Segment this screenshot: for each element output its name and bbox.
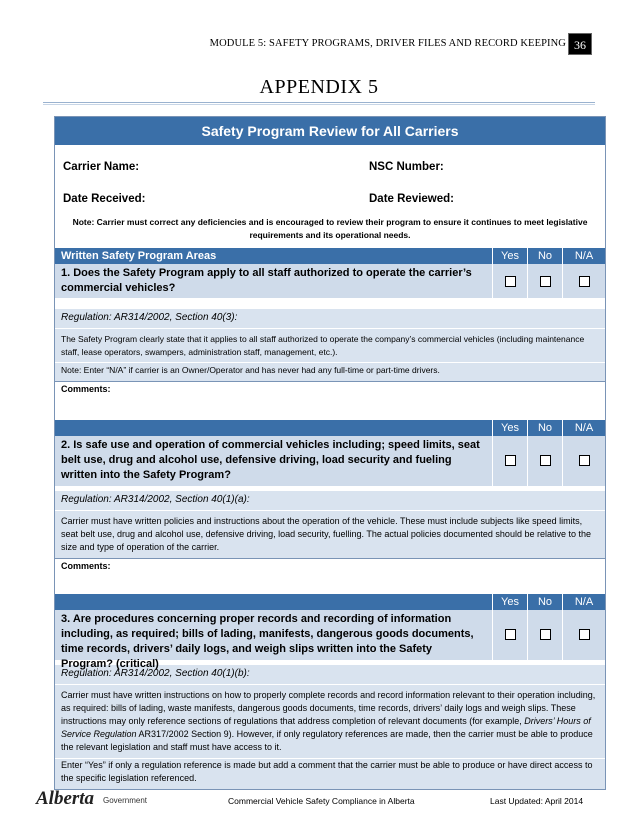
date-reviewed-field[interactable]: Date Reviewed: bbox=[369, 193, 455, 205]
no-header: No bbox=[527, 248, 562, 264]
carrier-info-row bbox=[55, 154, 605, 180]
q3-na-checkbox[interactable] bbox=[579, 629, 590, 640]
carrier-name-field[interactable]: Carrier Name: bbox=[63, 161, 140, 173]
q3-yes-checkbox[interactable] bbox=[505, 629, 516, 640]
q2-no-checkbox[interactable] bbox=[540, 455, 551, 466]
q2-na-cell bbox=[563, 436, 605, 486]
column-header bbox=[55, 248, 605, 264]
yes-header-3: Yes bbox=[492, 594, 527, 610]
q2-na-checkbox[interactable] bbox=[579, 455, 590, 466]
q3-na-cell bbox=[563, 610, 605, 660]
question-3-row bbox=[55, 610, 605, 670]
question-1-text: 1. Does the Safety Program apply to all staff authorized to operate the carrier’s commercial vehicles? bbox=[55, 264, 493, 298]
na-header-2: N/A bbox=[562, 420, 605, 436]
q1-yes-cell bbox=[493, 264, 528, 298]
question-1-row bbox=[55, 264, 605, 298]
yes-header: Yes bbox=[492, 248, 527, 264]
form-note: Note: Carrier must correct any deficiencies and is encouraged to review their program to ensure it continues to meet legislative requirements and its operational needs. bbox=[72, 217, 588, 240]
question-2-row bbox=[55, 436, 605, 486]
na-header: N/A bbox=[562, 248, 605, 264]
nsc-number-field[interactable]: NSC Number: bbox=[369, 161, 444, 173]
q1-note: Note: Enter “N/A” if carrier is an Owner/Operator and has never had any full-time or part-time drivers. bbox=[55, 362, 605, 381]
module-header: MODULE 5: SAFETY PROGRAMS, DRIVER FILES AND RECORD KEEPING bbox=[209, 38, 566, 49]
q2-yes-checkbox[interactable] bbox=[505, 455, 516, 466]
no-header-2: No bbox=[527, 420, 562, 436]
q3-regulation: Regulation: AR314/2002, Section 40(1)(b): bbox=[55, 664, 605, 684]
na-header-3: N/A bbox=[562, 594, 605, 610]
q1-no-checkbox[interactable] bbox=[540, 276, 551, 287]
form-banner: Safety Program Review for All Carriers bbox=[55, 117, 605, 146]
page-number: 36 bbox=[568, 33, 592, 55]
title-rule bbox=[43, 102, 595, 103]
q1-no-cell bbox=[528, 264, 563, 298]
section-label: Written Safety Program Areas bbox=[61, 250, 217, 262]
title-rule-secondary bbox=[43, 104, 595, 105]
q2-no-cell bbox=[528, 436, 563, 486]
q3-no-cell bbox=[528, 610, 563, 660]
review-form bbox=[54, 116, 606, 790]
government-label: Government bbox=[103, 796, 148, 805]
question-3-text: 3. Are procedures concerning proper records and recording of information including, as required; bills of lading, manifests, dangerous goods documents, time records, drivers’ daily logs, and weigh slips written into the Safety Program? (critical) bbox=[55, 610, 493, 660]
q1-na-checkbox[interactable] bbox=[579, 276, 590, 287]
footer-title: Commercial Vehicle Safety Compliance in Alberta bbox=[228, 796, 415, 806]
q3-yes-cell bbox=[493, 610, 528, 660]
q2-regulation: Regulation: AR314/2002, Section 40(1)(a): bbox=[55, 490, 605, 510]
q2-description: Carrier must have written policies and instructions about the operation of the vehicle. These must include subjects like speed limits, seat belt use, drug and alcohol use, defensive driving, load security, fuelling. The actual policies documented should be relative to the size and type of operation of the carrier. bbox=[55, 510, 605, 558]
q2-yes-cell bbox=[493, 436, 528, 486]
last-updated: Last Updated: April 2014 bbox=[490, 796, 584, 806]
q2-comments[interactable]: Comments: bbox=[55, 558, 605, 594]
q1-na-cell bbox=[563, 264, 605, 298]
q3-instruction: Enter “Yes” if only a regulation reference is made but add a comment that the carrier must be able to produce or have direct access to the specific legislation referenced. bbox=[55, 758, 605, 789]
q1-comments[interactable]: Comments: bbox=[55, 381, 605, 420]
date-info-row bbox=[55, 186, 605, 212]
q3-no-checkbox[interactable] bbox=[540, 629, 551, 640]
column-header-2 bbox=[55, 420, 605, 436]
no-header-3: No bbox=[527, 594, 562, 610]
q3-description: Carrier must have written instructions on how to properly complete records and record information relevant to their operation including, as required: bills of lading, waste manifests, dangerous goods documents, time records, drivers’ daily logs and weigh slips. These instructions may only reference sections of regulations that address completion of relevant documents (for example, Drivers’ Hours of Service Regulation AR317/2002 Section 9). However, if only regulatory references are made, then the carrier must be able to produce the relevant legislation and staff must have access to it. bbox=[55, 684, 605, 758]
q1-description: The Safety Program clearly state that it applies to all staff authorized to operate the company’s commercial vehicles (including maintenance staff, lease operators, swampers, administration staff, management, etc.). bbox=[55, 328, 605, 362]
column-header-3 bbox=[55, 594, 605, 610]
date-received-field[interactable]: Date Received: bbox=[63, 193, 146, 205]
yes-header-2: Yes bbox=[492, 420, 527, 436]
question-2-text: 2. Is safe use and operation of commercial vehicles including; speed limits, seat belt use, drug and alcohol use, defensive driving, load security and fueling written into the Safety Program? bbox=[55, 436, 493, 486]
alberta-logo: Alberta bbox=[36, 788, 95, 809]
page-title: APPENDIX 5 bbox=[259, 76, 379, 98]
q1-regulation: Regulation: AR314/2002, Section 40(3): bbox=[55, 308, 605, 328]
q1-yes-checkbox[interactable] bbox=[505, 276, 516, 287]
